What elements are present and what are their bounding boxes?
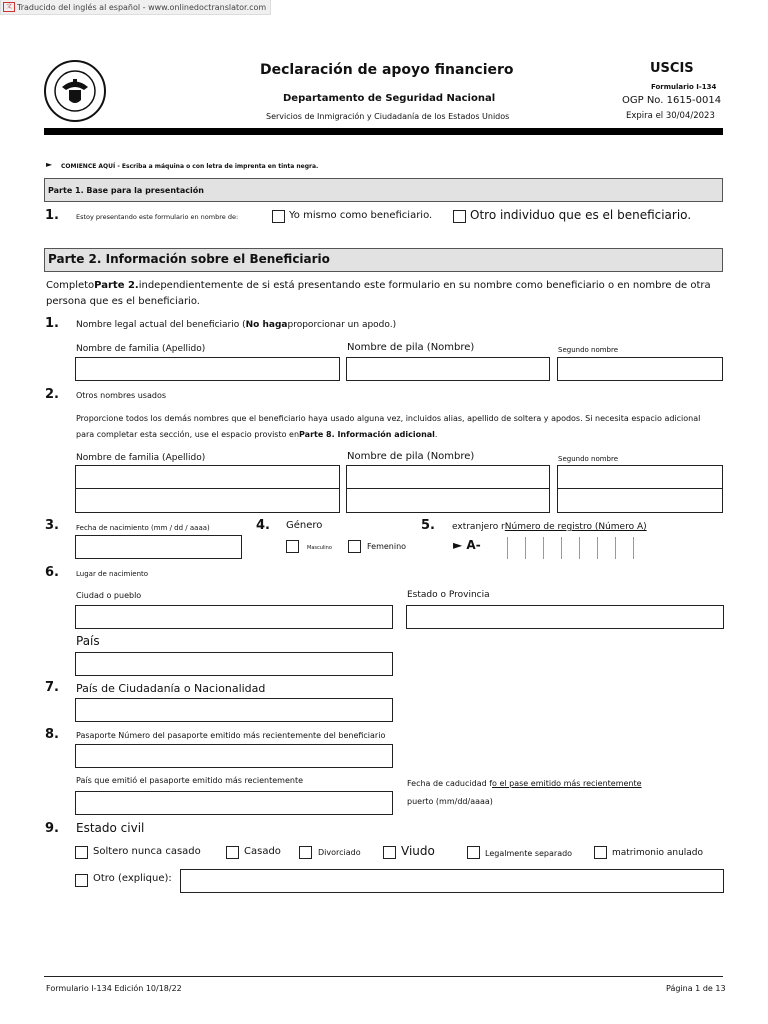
q2-desc-line2: para completar esta sección, use el espacio provisto enParte 8. Información adicional. [76,430,438,439]
single-label: Soltero nunca casado [93,846,201,857]
married-checkbox[interactable] [226,846,239,859]
birth-country-label: País [76,634,100,648]
passport-expiry-label-cont: puerto (mm/dd/aaaa) [407,797,493,806]
passport-country-input[interactable] [75,791,393,815]
q6-number: 6. [45,565,59,580]
q3-label: Fecha de nacimiento (mm / dd / aaaa) [76,524,210,532]
other-status-label: Otro (explique): [93,873,172,884]
birth-state-label: Estado o Provincia [407,590,490,600]
passport-expiry-label: Fecha de caducidad fo el pase emitido más recientemente [407,779,642,788]
translate-icon: 文 [3,2,15,12]
part2-intro-line1: CompletoParte 2.independientemente de si está presentando este formulario en su nombre como beneficiario o en nombre de otra [46,280,711,291]
other-beneficiary-checkbox[interactable] [453,210,466,223]
separated-label: Legalmente separado [485,849,573,858]
q3-number: 3. [45,518,59,533]
annulled-label: matrimonio anulado [612,848,704,858]
birth-country-input[interactable] [75,652,393,676]
translator-banner-text: Traducido del inglés al español - www.onlinedoctranslator.com [17,2,267,12]
self-beneficiary-checkbox[interactable] [272,210,285,223]
part2-title: Parte 2. Información sobre el Beneficiario [48,252,330,266]
agency-name: Servicios de Inmigración y Ciudadanía de los Estados Unidos [266,112,510,121]
passport-country-label: País que emitió el pasaporte emitido más recientemente [76,776,304,785]
footer-edition: Formulario I-134 Edición 10/18/22 [46,984,182,993]
a-number-divider [579,537,580,559]
q2-given-input-2[interactable] [346,488,550,513]
a-number-divider [597,537,598,559]
a-number-prefix: ► A- [453,538,481,552]
self-beneficiary-label: Yo mismo como beneficiario. [289,210,433,221]
part1-title: Parte 1. Base para la presentación [48,186,204,195]
q5-label: extranjero rNúmero de registro (Número A) [452,522,647,532]
a-number-divider [615,537,616,559]
passport-number-input[interactable] [75,744,393,768]
q1-middle-input[interactable] [557,357,723,381]
footer-page: Página 1 de 13 [666,984,726,993]
dhs-seal [44,60,106,122]
a-number-divider [507,537,508,559]
q1-middle-label: Segundo nombre [558,346,619,354]
birth-city-input[interactable] [75,605,393,629]
q2-middle-input-1[interactable] [557,465,723,489]
q2-desc-line1: Proporcione todos los demás nombres que el beneficiario haya usado alguna vez, incluidos alias, apellido de soltera y apodos. Si necesita espacio adicional [76,414,701,423]
q7-label: País de Ciudadanía o Nacionalidad [76,682,266,695]
form-title: Declaración de apoyo financiero [260,62,514,78]
omb-number: OGP No. 1615-0014 [622,95,722,106]
q2-family-input-2[interactable] [75,488,340,513]
widowed-checkbox[interactable] [383,846,396,859]
other-status-checkbox[interactable] [75,874,88,887]
start-here-note: COMIENCE AQUÍ - Escriba a máquina o con letra de imprenta en tinta negra. [61,163,319,170]
expiration-date: Expira el 30/04/2023 [626,111,715,121]
translator-banner[interactable] [0,0,271,15]
birth-date-input[interactable] [75,535,242,559]
part2-intro-line2: persona que es el beneficiario. [46,296,200,307]
q2-given-label: Nombre de pila (Nombre) [347,451,475,462]
gender-female-checkbox[interactable] [348,540,361,553]
q1-given-input[interactable] [346,357,550,381]
q8-number: 8. [45,727,59,742]
other-beneficiary-label: Otro individuo que es el beneficiario. [470,208,692,222]
a-number-divider [561,537,562,559]
footer-divider [44,976,723,977]
q1-label: Nombre legal actual del beneficiario (No hagaproporcionar un apodo.) [76,320,397,330]
q2-given-input-1[interactable] [346,465,550,489]
part1-q1-number: 1. [45,208,59,223]
q9-number: 9. [45,821,59,836]
other-status-input[interactable] [180,869,724,893]
q1-family-input[interactable] [75,357,340,381]
a-number-input[interactable] [507,537,645,559]
part1-header [44,178,723,202]
form-number: Formulario I-134 [651,83,717,91]
separated-checkbox[interactable] [467,846,480,859]
start-arrow-icon: ► [46,160,53,169]
a-number-divider [543,537,544,559]
q8-label: Pasaporte Número del pasaporte emitido más recientemente del beneficiario [76,731,386,740]
gender-male-checkbox[interactable] [286,540,299,553]
divorced-checkbox[interactable] [299,846,312,859]
birth-state-input[interactable] [406,605,724,629]
q4-label: Género [286,520,323,531]
q1-given-label: Nombre de pila (Nombre) [347,342,475,353]
single-checkbox[interactable] [75,846,88,859]
q2-family-input-1[interactable] [75,465,340,489]
q7-number: 7. [45,680,59,695]
married-label: Casado [244,846,281,857]
header-divider [44,128,723,135]
gender-female-label: Femenino [367,542,407,551]
annulled-checkbox[interactable] [594,846,607,859]
divorced-label: Divorciado [318,848,361,857]
q2-number: 2. [45,387,59,402]
a-number-divider [525,537,526,559]
uscis-label: USCIS [650,61,694,76]
q6-label: Lugar de nacimiento [76,570,149,578]
q9-label: Estado civil [76,821,145,835]
department-name: Departamento de Seguridad Nacional [283,93,496,104]
q2-middle-input-2[interactable] [557,488,723,513]
q4-number: 4. [256,518,270,533]
birth-city-label: Ciudad o pueblo [76,591,142,600]
q2-family-label: Nombre de familia (Apellido) [76,453,206,463]
part1-q1-label: Estoy presentando este formulario en nombre de: [76,213,239,221]
q2-label: Otros nombres usados [76,391,167,400]
q1-family-label: Nombre de familia (Apellido) [76,344,206,354]
q5-number: 5. [421,518,435,533]
a-number-divider [633,537,634,559]
q2-middle-label: Segundo nombre [558,455,619,463]
part2-header [44,248,723,272]
q1-number: 1. [45,316,59,331]
gender-male-label: Masculino [307,545,332,551]
widowed-label: Viudo [401,844,435,858]
citizenship-input[interactable] [75,698,393,722]
